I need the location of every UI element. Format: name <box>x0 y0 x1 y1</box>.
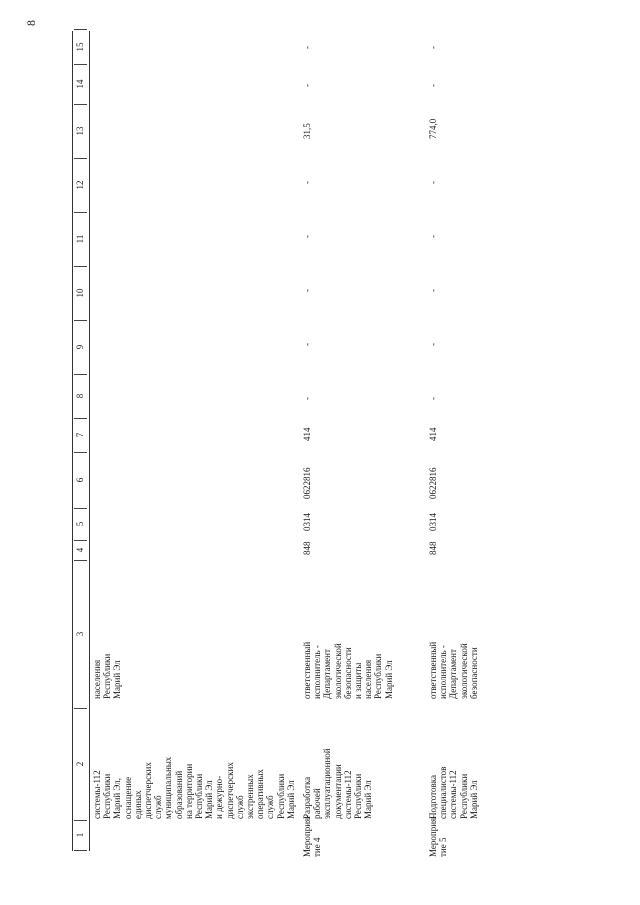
cell-executor: ответственный исполнитель - Департамент экологической безопасности и защиты населения Республики Марий Эл <box>302 641 394 699</box>
column-number: 8 <box>74 374 87 419</box>
cell-value: 774,0 <box>428 118 438 139</box>
cell-value: - <box>302 181 312 184</box>
column-number: 6 <box>74 452 87 509</box>
cell-status: Мероприя- тие 4 <box>302 814 323 857</box>
column-number: 3 <box>74 560 87 709</box>
cell-value: 31,5 <box>302 123 312 139</box>
column-number: 12 <box>74 158 87 213</box>
cell-csr: 0622816 <box>428 467 438 499</box>
cell-value: - <box>428 235 438 238</box>
cell-value: - <box>302 397 312 400</box>
cell-executor: населения Республики Марий Эл <box>92 653 123 699</box>
cell-value: - <box>302 46 312 49</box>
cell-vr: 414 <box>428 427 438 441</box>
column-number: 14 <box>74 64 87 105</box>
column-number: 2 <box>74 708 87 821</box>
column-number: 13 <box>74 104 87 159</box>
column-number-row <box>72 31 90 851</box>
cell-value: - <box>428 46 438 49</box>
cell-value: - <box>428 397 438 400</box>
cell-value: - <box>302 84 312 87</box>
cell-grbs: 848 <box>302 541 312 555</box>
column-number: 10 <box>74 266 87 321</box>
column-number: 1 <box>74 820 87 851</box>
cell-value: - <box>428 84 438 87</box>
cell-value: - <box>302 343 312 346</box>
cell-vr: 414 <box>302 427 312 441</box>
column-number: 5 <box>74 508 87 541</box>
cell-rzpr: 0314 <box>302 513 312 531</box>
cell-rzpr: 0314 <box>428 513 438 531</box>
cell-status: Мероприя- тие 5 <box>428 814 449 857</box>
page-number: 8 <box>24 20 38 26</box>
cell-executor: ответственный исполнитель - Департамент экологической безопасности <box>428 641 479 699</box>
cell-name: системы-112 Республики Марий Эл, оснащение единых диспетчерских служб муниципальных образований на территории Республики Марий Эл и дежурно- диспетчерских служб экстренных оперативных служб Республики Марий Эл <box>92 756 296 819</box>
cell-value: - <box>428 181 438 184</box>
cell-value: - <box>302 289 312 292</box>
cell-name: Подготовка специалистов системы-112 Республики Марий Эл <box>428 766 479 819</box>
column-number: 9 <box>74 320 87 375</box>
cell-value: - <box>428 289 438 292</box>
cell-grbs: 848 <box>428 541 438 555</box>
cell-value: - <box>428 343 438 346</box>
column-number: 11 <box>74 212 87 267</box>
cell-csr: 0622816 <box>302 467 312 499</box>
column-number: 7 <box>74 418 87 453</box>
column-number: 15 <box>74 29 87 65</box>
cell-name: Разработка рабочей эксплуатационной документации системы-112 Республики Марий Эл <box>302 748 374 819</box>
column-number: 4 <box>74 540 87 561</box>
cell-value: - <box>302 235 312 238</box>
